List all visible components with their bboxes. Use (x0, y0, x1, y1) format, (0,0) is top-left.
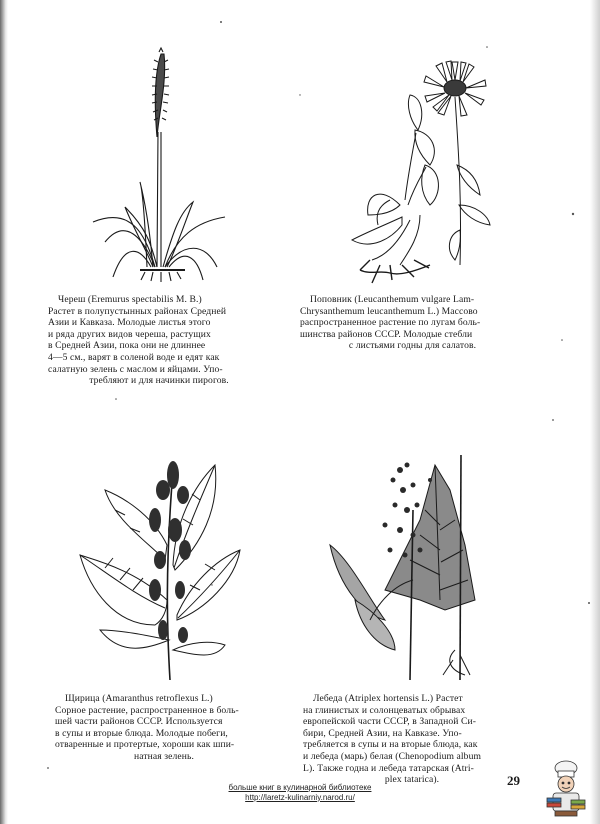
caption-line: на глинистых и солонцеватых обрывах (303, 704, 466, 716)
caption-leucanthemum (300, 294, 525, 352)
caption-line: распространенное растение по лугам боль- (300, 317, 481, 329)
footer-text[interactable]: больше книг в кулинарной библиотеке (228, 783, 372, 792)
caption-line: требляется в супы и на вторые блюда, как (303, 739, 478, 751)
eremurus-illustration (85, 42, 235, 287)
chef-logo-icon (541, 760, 591, 818)
caption-line: в Средней Азии, пока они не длиннее (48, 340, 206, 352)
caption-line: натная зелень. (134, 750, 194, 762)
caption-line: европейской части СССР, в Западной Си- (303, 716, 476, 728)
amaranthus-illustration (75, 450, 250, 690)
caption-line: в супы и вторые блюда. Молодые побеги, (55, 727, 228, 739)
caption-line: Сорное растение, распространенное в боль- (55, 704, 239, 716)
caption-line: отваренные и протертые, хороши как шпи- (55, 739, 235, 751)
caption-line: L). Также годна и лебеда татарская (Atri- (303, 762, 474, 774)
caption-line: салатную зелень с маслом и яйцами. Упо- (48, 363, 223, 375)
caption-atriplex (303, 693, 521, 786)
caption-line: Азии и Кавказа. Молодые листья этого (48, 317, 211, 329)
caption-line: шинства районов СССР. Молодые стебли (300, 328, 473, 340)
caption-line: и ряда других видов череша, растущих (48, 328, 211, 340)
atriplex-illustration (325, 450, 495, 685)
caption-line: и лебеда (марь) белая (Chenopodium album (303, 750, 482, 762)
footer-link[interactable]: http://laretz-kulinarniy.narod.ru/ (245, 792, 355, 802)
caption-line: Поповник (Leucanthemum vulgare Lam- (310, 294, 475, 305)
library-footer[interactable] (200, 783, 400, 802)
caption-line: шей части районов СССР. Используется (55, 716, 223, 728)
caption-line: бири, Средней Азии, на Кавказе. Упо- (303, 727, 462, 739)
caption-line: plex tatarica). (384, 774, 440, 786)
caption-line: Растет в полупустынных районах Средней (48, 305, 227, 317)
caption-eremurus (48, 294, 270, 387)
page-number: 29 (507, 773, 520, 788)
caption-line: Череш (Eremurus spectabilis M. B.) (58, 294, 202, 305)
caption-line: с листьями годны для салатов. (348, 340, 477, 352)
caption-line: Лебеда (Atriplex hortensis L.) Растет (313, 693, 463, 704)
caption-line: 4—5 см., варят в соленой воде и едят как (48, 351, 220, 363)
leucanthemum-illustration (330, 55, 505, 290)
caption-line: Щирица (Amaranthus retroflexus L.) (65, 693, 213, 704)
caption-line: требляют и для начинки пирогов. (89, 375, 229, 387)
caption-line: Chrysanthemum leucanthemum L.) Массово (300, 305, 478, 317)
caption-amaranthus (55, 693, 273, 763)
